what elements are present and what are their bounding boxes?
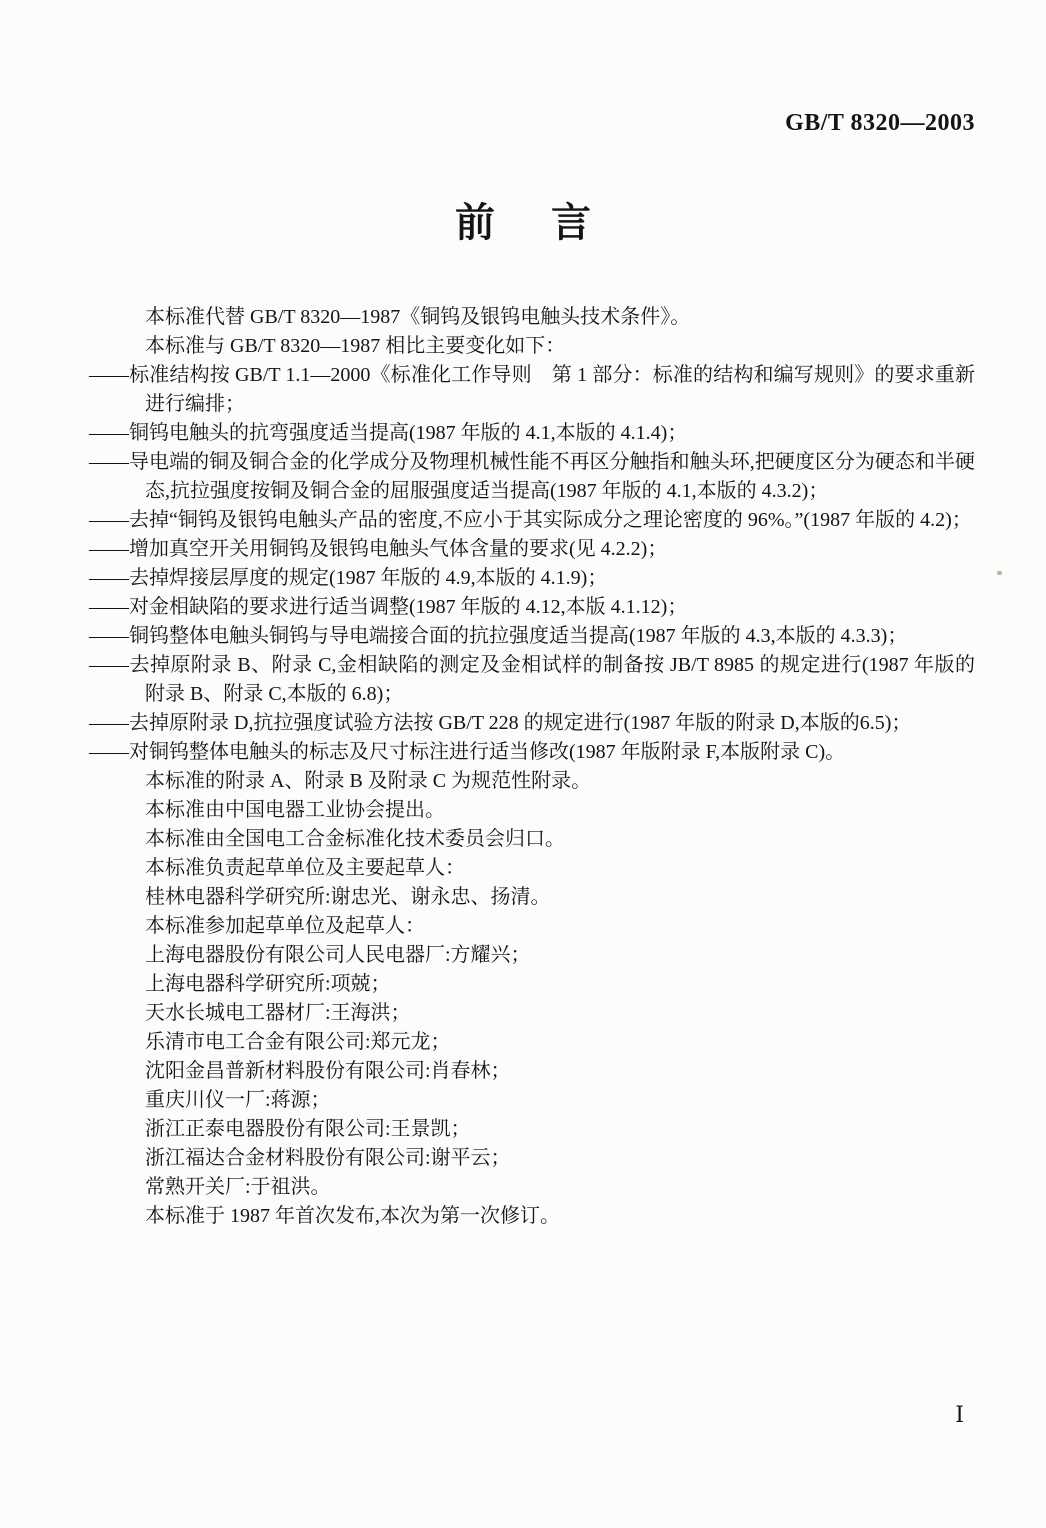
text-line-name: 常熟开关厂:于祖洪。 xyxy=(145,1176,331,1198)
text-line-list: ——去掉“铜钨及银钨电触头产品的密度,不应小于其实际成分之理论密度的 96%。”(1987 年版的 4.2)； xyxy=(89,509,972,531)
text-line-name: 重庆川仪一厂:蒋源； xyxy=(145,1089,331,1111)
text-line-list: ——铜钨整体电触头铜钨与导电端接合面的抗拉强度适当提高(1987 年版的 4.3,本版的 4.3.3)； xyxy=(89,625,908,647)
text-line-para: 本标准参加起草单位及起草人： xyxy=(145,915,425,937)
text-line-list: ——去掉原附录 D,抗拉强度试验方法按 GB/T 228 的规定进行(1987 年版的附录 D,本版的6.5)； xyxy=(89,712,912,734)
text-line-name: 沈阳金昌普新材料股份有限公司:肖春林； xyxy=(145,1060,511,1082)
text-line-para: 本标准代替 GB/T 8320—1987《铜钨及银钨电触头技术条件》。 xyxy=(145,306,691,328)
text-line-name: 上海电器股份有限公司人民电器厂:方耀兴； xyxy=(145,944,531,966)
text-line-name: 浙江福达合金材料股份有限公司:谢平云； xyxy=(145,1147,511,1169)
scan-speck xyxy=(997,571,1002,575)
text-line-list: ——去掉焊接层厚度的规定(1987 年版的 4.9,本版的 4.1.9)； xyxy=(89,567,608,589)
text-line-list: ——对金相缺陷的要求进行适当调整(1987 年版的 4.12,本版 4.1.12)； xyxy=(89,596,688,618)
text-line-name: 天水长城电工器材厂:王海洪； xyxy=(145,1002,411,1024)
text-line-para: 本标准由中国电器工业协会提出。 xyxy=(145,799,445,821)
text-line-para: 本标准于 1987 年首次发布,本次为第一次修订。 xyxy=(145,1205,560,1227)
text-line-list: ——标准结构按 GB/T 1.1—2000《标准化工作导则 第 1 部分：标准的结构和编写规则》的要求重新进行编排； xyxy=(89,364,975,415)
text-line-name: 桂林电器科学研究所:谢忠光、谢永忠、扬清。 xyxy=(145,886,551,908)
text-line-list: ——去掉原附录 B、附录 C,金相缺陷的测定及金相试样的制备按 JB/T 8985 的规定进行(1987 年版的附录 B、附录 C,本版的 6.8)； xyxy=(89,654,975,705)
text-line-para: 本标准与 GB/T 8320—1987 相比主要变化如下： xyxy=(145,335,566,357)
text-line-list: ——导电端的铜及铜合金的化学成分及物理机械性能不再区分触指和触头环,把硬度区分为硬态和半硬态,抗拉强度按铜及铜合金的屈服强度适当提高(1987 年版的 4.1,本版的 4.3.2)； xyxy=(89,451,975,502)
title-char-first: 前 xyxy=(455,200,495,245)
text-line-para: 本标准的附录 A、附录 B 及附录 C 为规范性附录。 xyxy=(145,770,592,792)
text-line-list: ——增加真空开关用铜钨及银钨电触头气体含量的要求(见 4.2.2)； xyxy=(89,538,668,560)
text-line-name: 乐清市电工合金有限公司:郑元龙； xyxy=(145,1031,451,1053)
document-body xyxy=(89,303,975,1231)
text-line-name: 上海电器科学研究所:项兢； xyxy=(145,973,391,995)
standard-number: GB/T 8320—2003 xyxy=(785,110,975,136)
page-title xyxy=(0,200,1046,245)
text-line-list: ——对铜钨整体电触头的标志及尺寸标注进行适当修改(1987 年版附录 F,本版附录 C)。 xyxy=(89,741,846,763)
page-number: Ⅰ xyxy=(955,1402,964,1427)
text-line-para: 本标准负责起草单位及主要起草人： xyxy=(145,857,465,879)
text-line-name: 浙江正泰电器股份有限公司:王景凯； xyxy=(145,1118,471,1140)
text-line-list: ——铜钨电触头的抗弯强度适当提高(1987 年版的 4.1,本版的 4.1.4)； xyxy=(89,422,688,444)
title-char-second: 言 xyxy=(551,200,591,245)
text-line-para: 本标准由全国电工合金标准化技术委员会归口。 xyxy=(145,828,565,850)
